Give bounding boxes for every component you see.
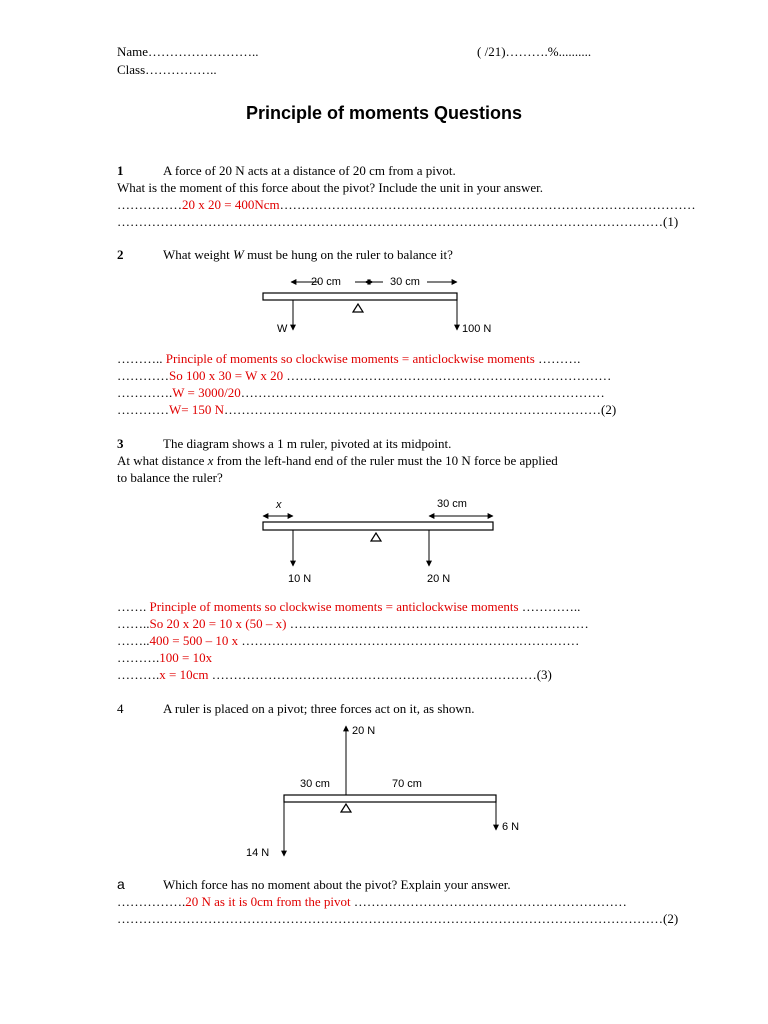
dots: ………….. (518, 599, 581, 614)
q2-question (163, 247, 453, 263)
q1-blank-line: ………………………………………………………………………………………………………………(1) (117, 214, 679, 229)
q2-left-distance: 20 cm (311, 276, 341, 288)
q2-answer: Principle of moments so clockwise moments = anticlockwise moments (162, 351, 535, 366)
q4-up-force: 20 N (352, 725, 376, 737)
q4a-label: a (117, 876, 125, 892)
q3-left-force: 10 N (288, 573, 312, 585)
dots: …….. (117, 616, 150, 631)
dots: …………………………………………………………………………………… (279, 197, 696, 212)
name-field: Name…………………….. (117, 44, 259, 59)
q2-question-text: What weight (163, 247, 234, 262)
ruler (284, 795, 496, 802)
dots: ………. (117, 650, 160, 665)
q3-question-line1: The diagram shows a 1 m ruler, pivoted at its midpoint. (163, 436, 452, 451)
ruler (263, 522, 493, 530)
q2-question-text: must be hung on the ruler to balance it? (243, 247, 453, 262)
dots: …………… (117, 197, 182, 212)
q2-number: 2 (117, 247, 124, 262)
q3-answer-line (117, 616, 589, 632)
dots: ……………………………………………………………………………(2) (224, 402, 617, 417)
q4a-answer: 20 N as it is 0cm from the pivot (185, 894, 351, 909)
q2-answer-line (117, 385, 605, 401)
q2-variable: W (233, 247, 244, 262)
q3-question-line3: to balance the ruler? (117, 470, 223, 485)
q3-answer-line (117, 599, 580, 615)
q3-answer: 400 = 500 – 10 x (149, 633, 239, 648)
dots: ………………………………………………………………… (283, 368, 612, 383)
pivot-icon (353, 304, 363, 312)
q4-question: A ruler is placed on a pivot; three forces act on it, as shown. (163, 701, 475, 716)
dots: ……….. (117, 351, 163, 366)
class-field: Class…………….. (117, 62, 217, 77)
q3-diagram (255, 494, 505, 586)
q4-left-force: 14 N (246, 847, 270, 859)
dots: ………… (117, 402, 169, 417)
q3-question-line2 (117, 453, 558, 469)
ruler (263, 293, 457, 300)
q4-left-distance: 30 cm (300, 778, 330, 790)
dots: …….. (117, 633, 150, 648)
q2-answer-line (117, 402, 616, 418)
q3-variable: x (207, 453, 214, 468)
dots: ……………. (117, 894, 186, 909)
q2-answer: W = 3000/20 (172, 385, 241, 400)
q1-number: 1 (117, 163, 124, 178)
dots: …………. (117, 385, 173, 400)
q4-right-distance: 70 cm (392, 778, 422, 790)
q3-question-text: At what distance (117, 453, 208, 468)
q4-right-force: 6 N (502, 821, 520, 833)
q2-answer: So 100 x 30 = W x 20 (169, 368, 284, 383)
q3-number: 3 (117, 436, 124, 451)
q4a-answer-line (117, 894, 627, 910)
q3-right-distance: 30 cm (437, 498, 467, 510)
pivot-icon (341, 804, 351, 812)
q4-number: 4 (117, 701, 124, 716)
q3-answer-line (117, 650, 212, 666)
q1-answer: 20 x 20 = 400Ncm (182, 197, 280, 212)
q4a-question: Which force has no moment about the pivot? Explain your answer. (163, 877, 511, 892)
q3-answer-line (117, 667, 552, 683)
dots: ………. (117, 667, 160, 682)
q3-answer: Principle of moments so clockwise moments = anticlockwise moments (146, 599, 519, 614)
q2-diagram (255, 272, 515, 344)
dots: ………. (534, 351, 581, 366)
q2-answer-line (117, 368, 611, 384)
pivot-icon (371, 533, 381, 541)
q4a-blank-line: ………………………………………………………………………………………………………………(2) (117, 911, 679, 926)
q3-answer: x = 10cm (159, 667, 209, 682)
q3-left-distance: x (276, 499, 282, 511)
q1-answer-line (117, 197, 696, 213)
q2-answer-line (117, 351, 580, 367)
dots: …………………………………………………………………… (238, 633, 580, 648)
q1-question-line2: What is the moment of this force about the pivot? Include the unit in your answer. (117, 180, 544, 195)
q3-answer-line (117, 633, 579, 649)
q3-answer: 100 = 10x (159, 650, 213, 665)
dots: …………………………………………………………… (286, 616, 589, 631)
q2-right-distance: 30 cm (390, 276, 420, 288)
q3-right-force: 20 N (427, 573, 451, 585)
q3-answer: So 20 x 20 = 10 x (50 – x) (149, 616, 287, 631)
q1-question-line1: A force of 20 N acts at a distance of 20 cm from a pivot. (163, 163, 456, 178)
q2-left-force: W (277, 323, 288, 335)
dots: ……. (117, 599, 147, 614)
q2-answer: W= 150 N (169, 402, 224, 417)
dots: ………… (117, 368, 169, 383)
dots: ……………………………………………………… (350, 894, 627, 909)
q2-right-force: 100 N (462, 323, 492, 335)
q3-question-text: from the left-hand end of the ruler must the 10 N force be applied (213, 453, 558, 468)
dots: ………………………………………………………………………… (240, 385, 605, 400)
dots: …………………………………………………………………(3) (208, 667, 552, 682)
q4-diagram (240, 718, 540, 864)
page-title: Principle of moments Questions (245, 103, 523, 123)
score-field: ( /21)……….%.......... (477, 44, 592, 59)
